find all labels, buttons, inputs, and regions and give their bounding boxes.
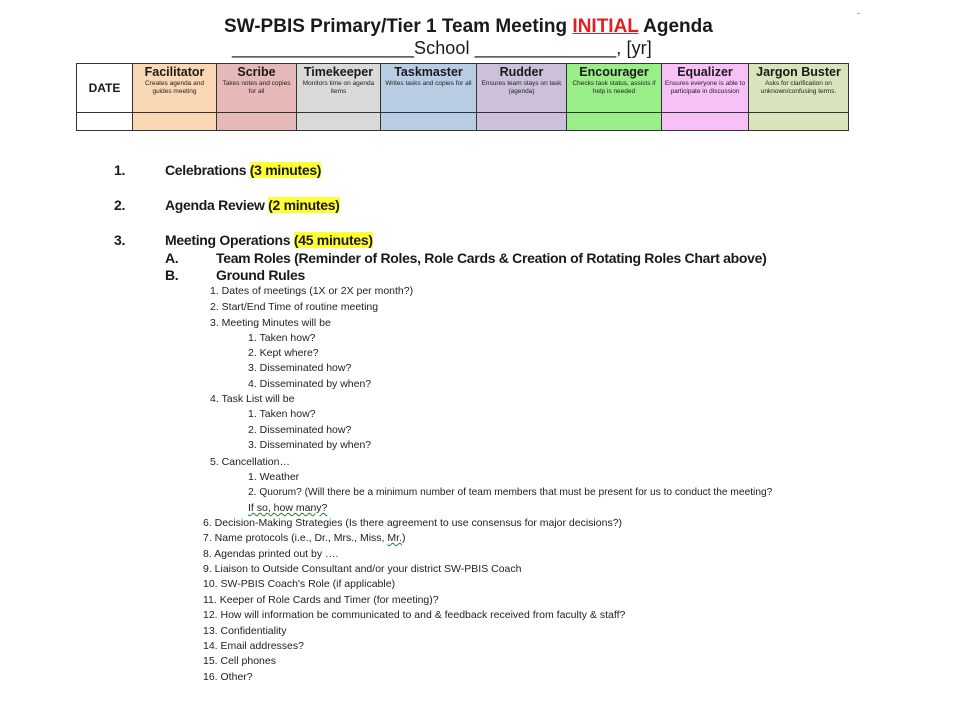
agenda-item-celebrations (114, 162, 321, 178)
entry-cell (381, 113, 477, 131)
entry-cell (217, 113, 297, 131)
ground-rule-subitem: 3. Disseminated by when? (248, 439, 372, 451)
ground-rule-subitem: 2. Kept where? (248, 347, 319, 359)
item-label: Agenda Review (165, 197, 269, 213)
subitem-team-roles (165, 250, 767, 266)
roles-header-row (77, 64, 849, 113)
agenda-item-operations (114, 232, 373, 248)
rule-text: 7. Name protocols (i.e., Dr., Mrs., Miss, (203, 532, 388, 544)
entry-cell (567, 113, 662, 131)
role-description: Checks task status, assists if help is needed (572, 80, 656, 95)
ground-rule: 10. SW-PBIS Coach's Role (if applicable) (203, 578, 396, 590)
ground-rule-subitem: 4. Disseminated by when? (248, 378, 372, 390)
title-prefix: SW-PBIS Primary/Tier 1 Team Meeting (224, 16, 573, 37)
subitem-label: Ground Rules (216, 267, 305, 283)
ground-rule: 13. Confidentiality (203, 625, 287, 637)
entry-cell (749, 113, 849, 131)
role-jargon-buster (749, 64, 849, 113)
document-title (224, 16, 713, 38)
date-entry-cell (77, 113, 133, 131)
role-description: Monitors time on agenda items (302, 80, 375, 95)
role-description: Writes tasks and copies for all (385, 80, 472, 87)
rotating-roles-table (76, 63, 849, 131)
role-description: Asks for clarification on unknown/confusing terms. (760, 80, 837, 95)
ground-rule: 15. Cell phones (203, 655, 276, 667)
ground-rule (203, 532, 405, 545)
entry-cell (662, 113, 749, 131)
role-rudder (477, 64, 567, 113)
ground-rule-subitem: 3. Disseminated how? (248, 362, 352, 374)
corner-mark: - (857, 8, 860, 18)
time-allotment: (45 minutes) (293, 232, 373, 248)
subitem-letter: B. (165, 267, 179, 283)
role-description: Takes notes and copies for all (222, 80, 291, 95)
role-scribe (217, 64, 297, 113)
subitem-ground-rules (165, 267, 305, 283)
role-name: Timekeeper (303, 65, 374, 79)
ground-rule: 2. Start/End Time of routine meeting (210, 301, 379, 313)
subitem-letter: A. (165, 250, 179, 266)
ground-rule: 6. Decision-Making Strategies (Is there agreement to use consensus for major decisions?) (203, 517, 623, 529)
role-description: Creates agenda and guides meeting (145, 80, 204, 95)
item-number: 1. (114, 162, 126, 178)
role-description: Ensures team stays on task (agenda) (481, 80, 562, 95)
roles-entry-row (77, 113, 849, 131)
ground-rule-subitem-continued: If so, how many? (248, 502, 328, 514)
ground-rule: 3. Meeting Minutes will be (210, 317, 331, 329)
ground-rule: 4. Task List will be (210, 393, 295, 405)
entry-cell (477, 113, 567, 131)
ground-rule: 8. Agendas printed out by …. (203, 548, 339, 560)
ground-rule-subitem: 2. Quorum? (Will there be a minimum number of team members that must be present for us to conduct the meeting? (248, 487, 773, 498)
ground-rule: 1. Dates of meetings (1X or 2X per month?) (210, 285, 414, 297)
school-year-line: __________________School ______________, [yr] (232, 38, 652, 58)
date-header: DATE (77, 64, 133, 113)
item-number: 2. (114, 197, 126, 213)
rule-text: ) (401, 532, 406, 544)
role-name: Scribe (237, 65, 276, 79)
ground-rule: 16. Other? (203, 671, 253, 683)
ground-rule-subitem: 1. Taken how? (248, 408, 316, 420)
role-name: Facilitator (144, 65, 205, 79)
role-name: Equalizer (677, 65, 733, 79)
role-name: Jargon Buster (756, 65, 841, 79)
subitem-label: Team Roles (Reminder of Roles, Role Cards & Creation of Rotating Roles Chart above) (216, 250, 767, 266)
item-label: Celebrations (165, 162, 250, 178)
role-name: Rudder (499, 65, 544, 79)
time-allotment: (3 minutes) (249, 162, 322, 178)
ground-rule-subitem: 1. Taken how? (248, 332, 316, 344)
role-timekeeper (297, 64, 381, 113)
title-highlight: INITIAL (572, 16, 639, 37)
role-name: Taskmaster (394, 65, 463, 79)
ground-rule-subitem: 2. Disseminated how? (248, 424, 352, 436)
role-name: Encourager (579, 65, 649, 79)
role-description: Ensures everyone is able to participate in discussion (664, 80, 746, 95)
ground-rule: 11. Keeper of Role Cards and Timer (for meeting)? (203, 594, 439, 606)
ground-rule: 12. How will information be communicated to and & feedback received from faculty & staff? (203, 609, 626, 621)
ground-rule-subitem: 1. Weather (248, 471, 300, 483)
role-taskmaster (381, 64, 477, 113)
role-facilitator (133, 64, 217, 113)
agenda-item-review (114, 197, 340, 213)
item-label: Meeting Operations (165, 232, 294, 248)
role-equalizer (662, 64, 749, 113)
entry-cell (133, 113, 217, 131)
time-allotment: (2 minutes) (268, 197, 340, 213)
ground-rule: 14. Email addresses? (203, 640, 304, 652)
role-encourager (567, 64, 662, 113)
ground-rule: 9. Liaison to Outside Consultant and/or your district SW-PBIS Coach (203, 563, 522, 575)
entry-cell (297, 113, 381, 131)
item-number: 3. (114, 232, 126, 248)
title-suffix: Agenda (638, 16, 713, 37)
rule-text: Mr. (387, 532, 402, 544)
ground-rule: 5. Cancellation… (210, 456, 290, 468)
